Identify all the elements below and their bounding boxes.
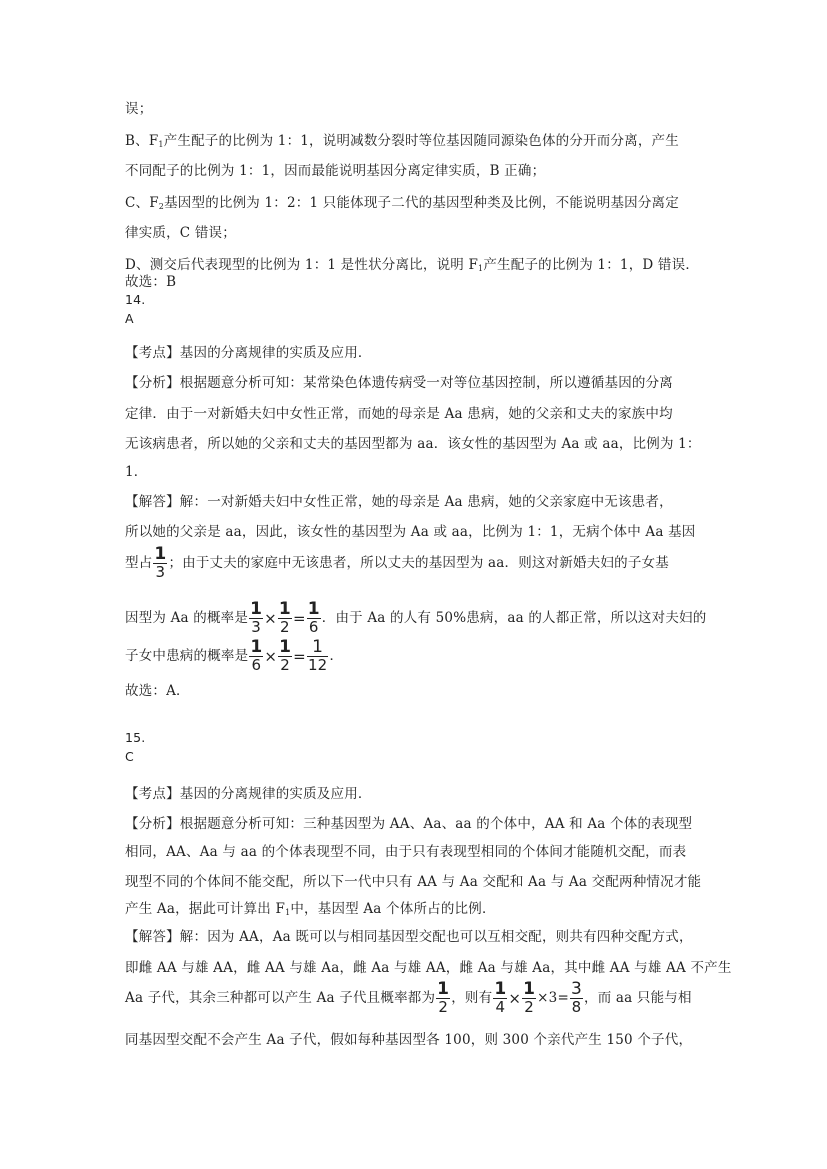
q15-number: 15. [125,730,146,745]
fraction-1-12: $\frac{1}{12}$ [307,637,328,674]
fraction-1-3: $\frac{1}{3}$ [250,599,263,636]
q15-answer: C [125,749,134,764]
q14-kaodian: 【考点】基因的分离规律的实质及应用． [125,345,372,361]
q15-answer-4: 同基因型交配不会产生 Aa 子代，假如每种基因型各 100，则 300 个亲代产生 150 个子代， [125,1032,693,1048]
q13-line-4: C、$F_2$基因型的比例为 1：2：1 只能体现子二代的基因型种类及比例，不能说明基因分离定 [125,195,679,211]
fraction-1-2: $\frac{1}{2}$ [437,979,450,1016]
q14-answer-4: 因型为 Aa 的概率是 $\frac{1}{3}$ × $\frac{1}{2}$ = $\frac{1}{6}$ ．由于 Aa 的人有 50%患病，aa 的人都正常，所以这对夫妇的 [125,599,707,636]
q14-answer-3: 型占 $\frac{1}{3}$ ；由于丈夫的家庭中无该患者，所以丈夫的基因型为 aa．则这对新婚夫妇的子女基 [125,544,669,581]
q14-answer: A [125,311,134,326]
fraction-3-8: $\frac{3}{8}$ [570,979,582,1016]
q15-kaodian: 【考点】基因的分离规律的实质及应用． [125,786,372,802]
q14-analysis-2: 定律．由于一对新婚夫妇中女性正常，而她的母亲是 Aa 患病，她的父亲和丈夫的家族中均 [125,406,673,422]
q15-analysis-2: 相同，AA、Aa 与 aa 的个体表现型不同，由于只有表现型相同的个体间才能随机交配，而表 [125,844,687,860]
q13-line-6: D、测交后代表现型的比例为 1：1 是性状分离比，说明 $F_1$产生配子的比例为 1：1，D 错误． [125,257,700,273]
q14-analysis-4: 1． [125,464,148,480]
fraction-1-4: $\frac{1}{4}$ [494,979,507,1016]
q13-line-3: 不同配子的比例为 1：1，因而最能说明基因分离定律实质，B 正确； [125,163,546,179]
q15-analysis-1: 【分析】根据题意分析可知：三种基因型为 AA、Aa、aa 的个体中，AA 和 Aa 个体的表现型 [125,816,693,832]
fraction-1-2: $\frac{1}{2}$ [278,599,291,636]
q14-number: 14. [125,292,146,307]
fraction-1-2: $\frac{1}{2}$ [279,637,292,674]
q14-analysis-1: 【分析】根据题意分析可知：某常染色体遗传病受一对等位基因控制，所以遵循基因的分离 [125,375,673,391]
q14-answer-5: 子女中患病的概率是 $\frac{1}{6}$ × $\frac{1}{2}$ = $\frac{1}{12}$ ． [125,637,344,674]
q14-select: 故选：A． [125,683,190,699]
q13-select: 故选：B [125,274,177,290]
fraction-1-3: $\frac{1}{3}$ [154,544,167,581]
q15-answer-1: 【解答】解：因为 AA，Aa 既可以与相同基因型交配也可以互相交配，则共有四种交配方式， [125,929,693,945]
q15-analysis-3: 现型不同的个体间不能交配，所以下一代中只有 AA 与 Aa 交配和 Aa 与 Aa 交配两种情况才能 [125,874,702,890]
q14-analysis-3: 无该病患者，所以她的父亲和丈夫的基因型都为 aa．该女性的基因型为 Aa 或 aa，比例为 1： [125,436,701,452]
q14-answer-2: 所以她的父亲是 aa，因此，该女性的基因型为 Aa 或 aa，比例为 1：1，无病个体中 Aa 基因 [125,524,696,540]
q15-analysis-4: 产生 Aa，据此可计算出 $F_1$中，基因型 Aa 个体所占的比例． [125,901,496,917]
q15-answer-2: 即雌 AA 与雄 AA，雌 AA 与雄 Aa，雌 Aa 与雄 AA，雌 Aa 与雄 Aa，其中雌 AA 与雄 AA 不产生 [125,960,732,976]
q13-line-2: B、$F_1$产生配子的比例为 1：1，说明减数分裂时等位基因随同源染色体的分开而分离，产生 [125,133,679,149]
fraction-1-2: $\frac{1}{2}$ [523,979,536,1016]
fraction-1-6: $\frac{1}{6}$ [307,599,320,636]
q13-line-5: 律实质，C 错误； [125,225,236,241]
q14-answer-1: 【解答】解：一对新婚夫妇中女性正常，她的母亲是 Aa 患病，她的父亲家庭中无该患者， [125,494,673,510]
q13-line-1: 误； [125,101,153,117]
q15-answer-3: Aa 子代，其余三种都可以产生 Aa 子代且概率都为 $\frac{1}{2}$ ，则有 $\frac{1}{4}$ × $\frac{1}{2}$ ×3= $\frac{3}{8}$ ，而 aa 只能与相 [125,979,692,1016]
fraction-1-6: $\frac{1}{6}$ [250,637,263,674]
